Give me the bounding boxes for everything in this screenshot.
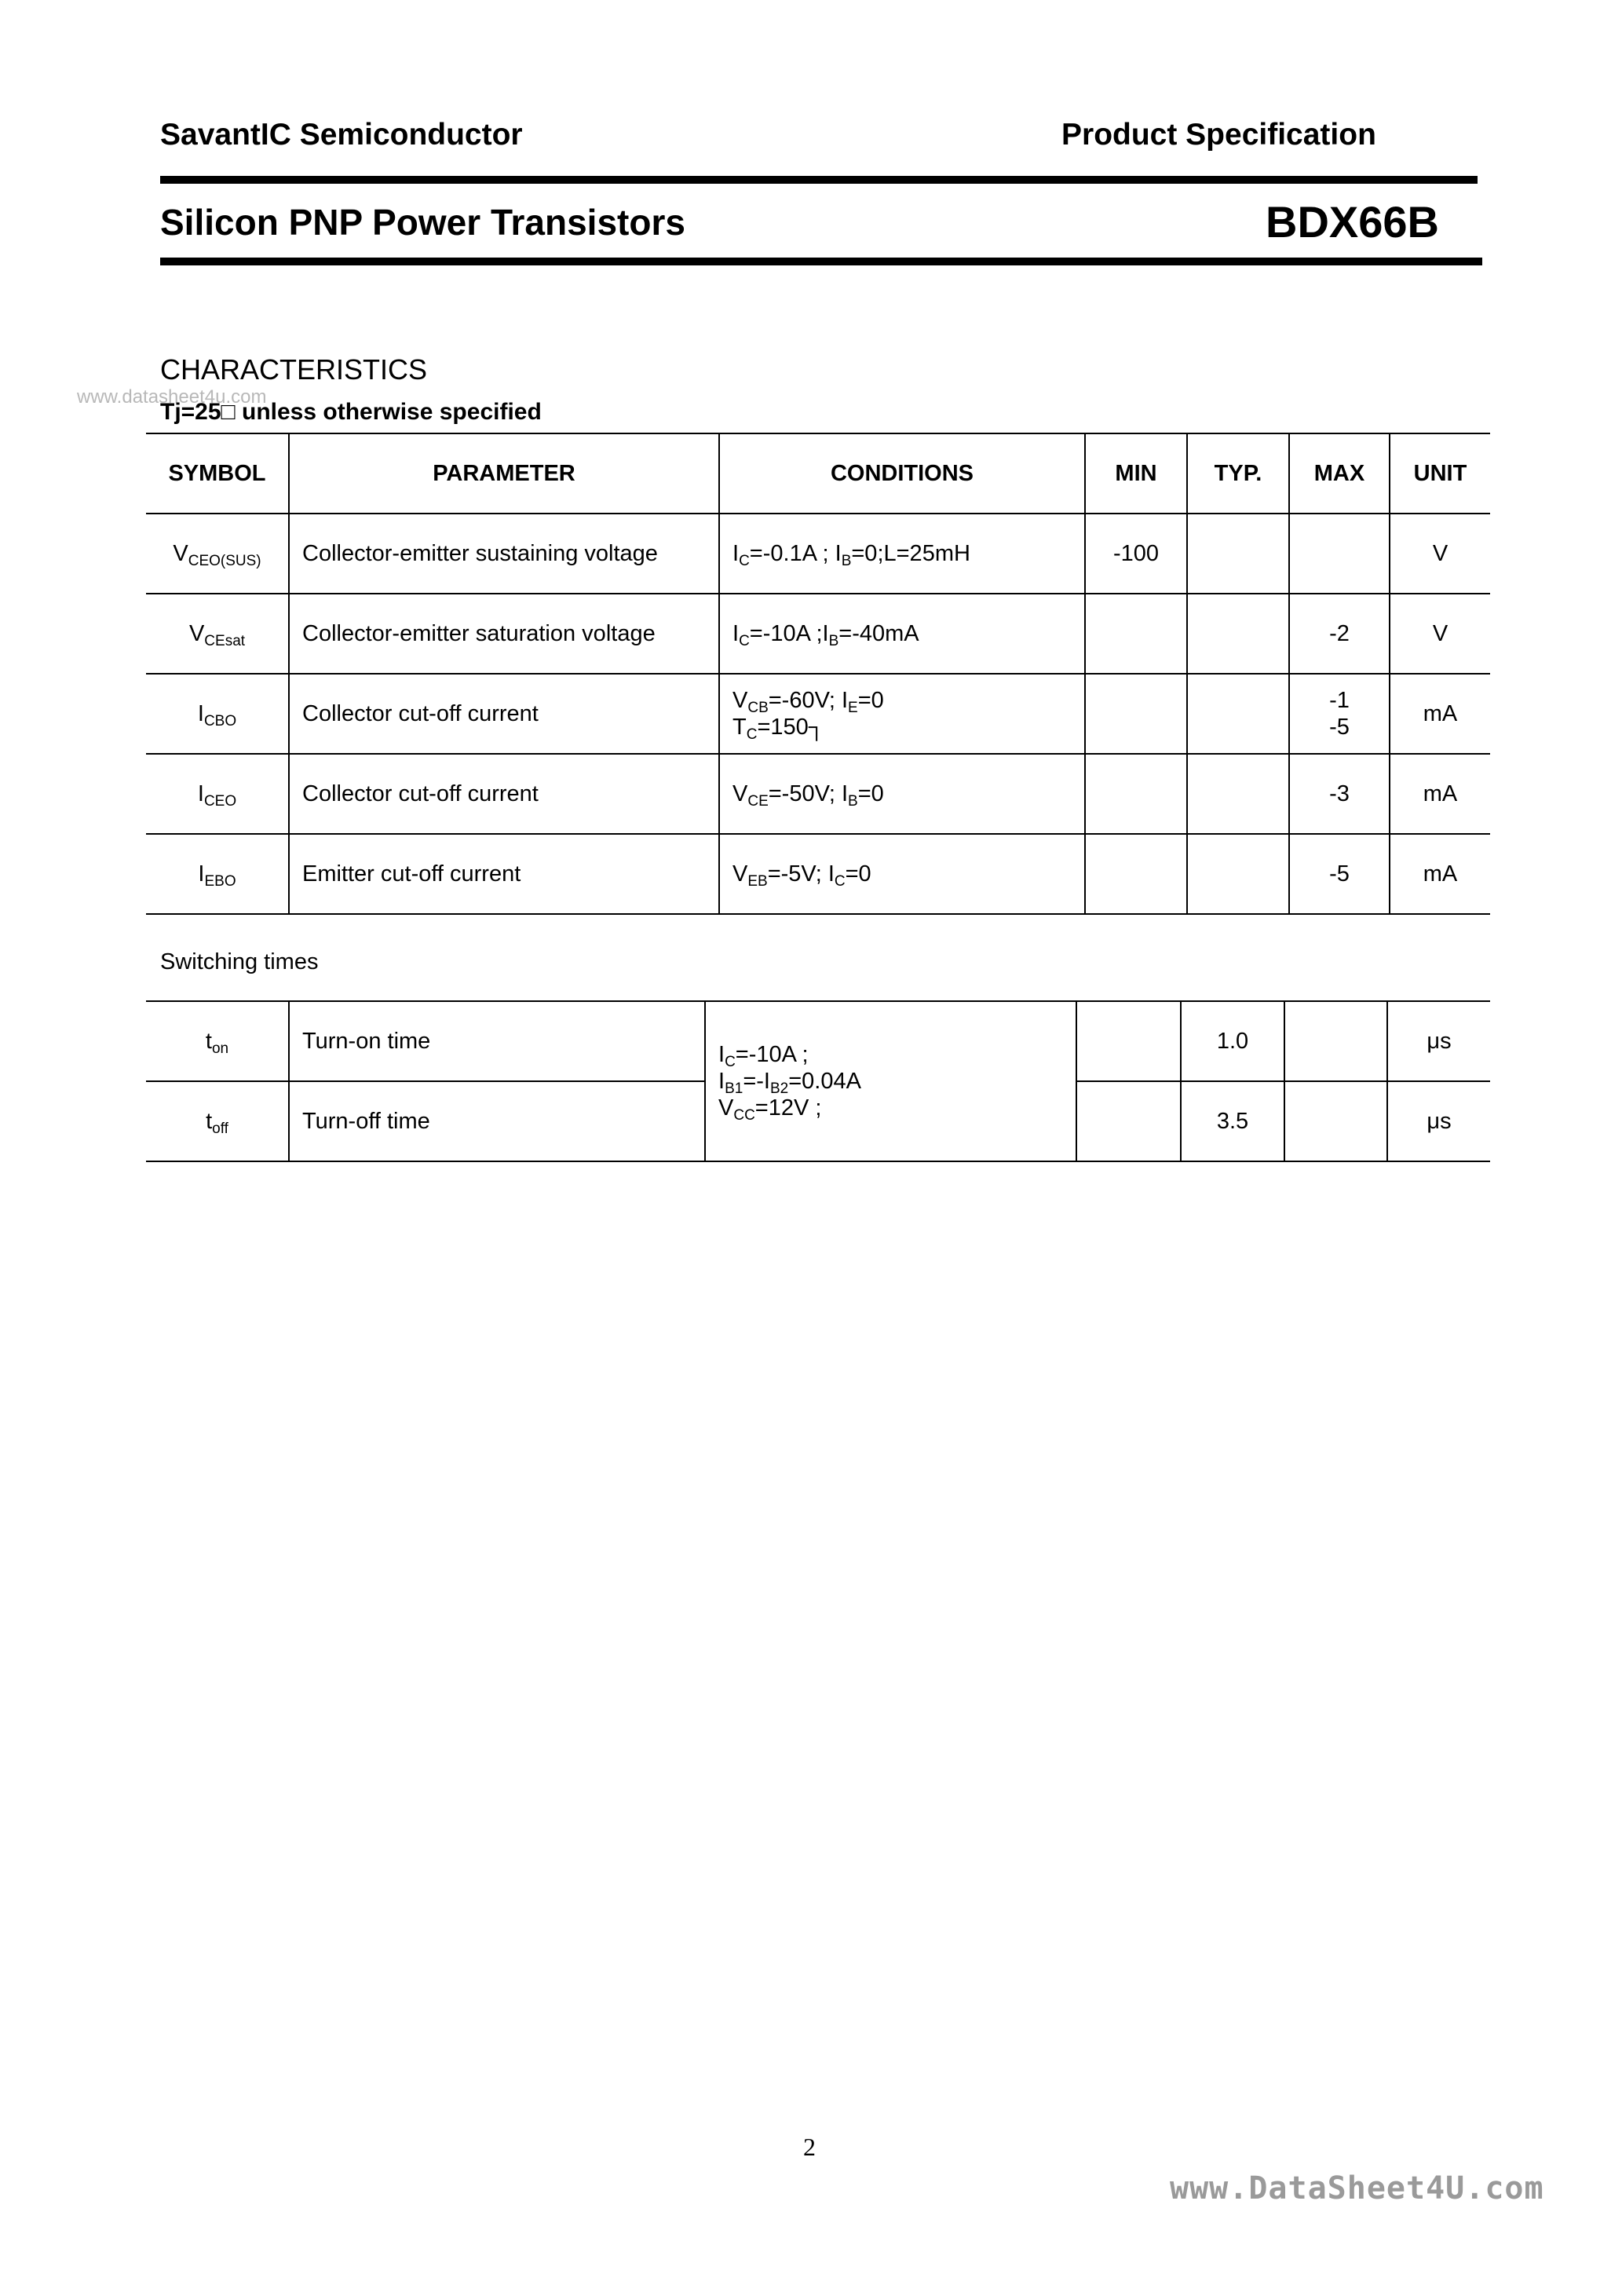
symbol-text: $t_{off}$ [206,1108,228,1137]
column-header: CONDITIONS [719,433,1085,514]
symbol-cell [146,754,289,834]
table-row [146,514,1490,594]
typ-cell: 1.0 [1181,1001,1284,1081]
parameter-cell: Collector cut-off current [289,754,719,834]
condition-subscript: C [834,873,846,890]
switching-times-table [146,1000,1490,1162]
parameter-cell: Emitter cut-off current [289,834,719,914]
typ-cell [1187,514,1289,594]
condition-subscript: B1 [725,1080,743,1097]
unit-cell: μs [1387,1001,1490,1081]
switching-times-label: Switching times [160,949,319,974]
typ-cell [1187,674,1289,754]
symbol-text: $t_{on}$ [205,1028,229,1057]
min-cell: -100 [1085,514,1187,594]
condition-subscript: C [746,726,758,743]
product-line-title: Silicon PNP Power Transistors [160,202,685,243]
unit-cell: V [1390,594,1490,674]
max-cell [1289,514,1390,594]
document-type: Product Specification [1061,118,1376,152]
max-cell [1289,754,1390,834]
characteristics-table [146,433,1490,915]
max-value: -5 [1329,715,1350,740]
parameter-cell: Collector cut-off current [289,674,719,754]
condition-subscript: E [848,700,858,716]
typ-cell: 3.5 [1181,1081,1284,1161]
max-cell [1289,594,1390,674]
condition-line: $V_{CC}=12V$ ; [718,1095,822,1124]
unit-cell: μs [1387,1081,1490,1161]
column-header: UNIT [1390,433,1490,514]
condition-line: $T_C=150┐$ [732,715,825,743]
table-row [146,674,1490,754]
symbol-subscript: off [212,1120,228,1137]
table-row [146,834,1490,914]
symbol-subscript: on [211,1040,229,1057]
header-bottom-rule [160,258,1482,265]
conditions-cell [705,1001,1076,1161]
condition-line: $V_{CE}=-50V$; $I_B=0$ [732,781,884,810]
max-value: -2 [1329,621,1350,646]
symbol-cell [146,1001,289,1081]
parameter-cell: Turn-off time [289,1081,705,1161]
symbol-cell [146,514,289,594]
condition-subscript: CC [733,1107,755,1124]
page-number: 2 [803,2133,816,2161]
max-cell [1289,834,1390,914]
symbol-subscript: CEO [203,792,237,810]
watermark-footer: www.DataSheet4U.com [1170,2170,1544,2206]
header-top-rule [160,176,1478,184]
condition-line: $V_{EB}=-5V$; $I_C=0$ [732,861,871,890]
header-row [146,433,1490,514]
watermark-top: www.datasheet4u.com [77,386,267,408]
min-cell [1085,594,1187,674]
conditions-cell [719,754,1085,834]
condition-line: $I_C=-10A$ $;I_B=-40mA$ [732,621,919,649]
symbol-subscript: CEO(SUS) [188,552,261,569]
condition-subscript: B [848,793,858,810]
max-value: -5 [1329,861,1350,887]
unit-cell: mA [1390,754,1490,834]
conditions-cell [719,514,1085,594]
typ-cell [1187,834,1289,914]
column-header: SYMBOL [146,433,289,514]
condition-line: $I_{B1}=-I_{B2}=0.04A$ [718,1069,861,1097]
symbol-text: $I_{CBO}$ [197,700,237,729]
section-title: CHARACTERISTICS [160,353,428,386]
symbol-subscript: CBO [203,712,237,729]
symbol-text: $V_{CEsat}$ [188,620,246,649]
column-header: PARAMETER [289,433,719,514]
typ-cell [1187,594,1289,674]
condition-line: $V_{CB}=-60V$; $I_E=0$ [732,688,884,716]
max-cell [1284,1081,1387,1161]
company-name: SavantIC Semiconductor [160,118,523,152]
parameter-cell: Collector-emitter saturation voltage [289,594,719,674]
max-value: -3 [1329,781,1350,806]
condition-line: $I_C=-10A$ ; [718,1042,809,1070]
condition-line: $I_C=-0.1A$ ; $I_B=0;L=25mH$ [732,541,970,569]
symbol-subscript: CEsat [204,632,246,649]
min-cell [1085,834,1187,914]
unit-cell: mA [1390,674,1490,754]
min-cell [1076,1081,1181,1161]
symbol-cell [146,594,289,674]
min-cell [1085,674,1187,754]
condition-subscript: C [725,1054,736,1070]
parameter-cell: Turn-on time [289,1001,705,1081]
condition-subscript: C [739,633,750,649]
condition-subscript: EB [747,873,768,890]
unit-cell: V [1390,514,1490,594]
column-header: MIN [1085,433,1187,514]
max-value: -1 [1329,688,1350,713]
symbol-cell [146,674,289,754]
min-cell [1085,754,1187,834]
test-condition-note: Tj=25□ unless otherwise specified [160,399,542,425]
symbol-cell [146,1081,289,1161]
max-cell [1284,1001,1387,1081]
condition-subscript: B [841,553,852,569]
symbol-text: $I_{EBO}$ [198,861,236,890]
column-header: TYP. [1187,433,1289,514]
symbol-cell [146,834,289,914]
condition-subscript: CB [747,700,769,716]
table-row [146,1001,1490,1081]
part-number: BDX66B [1266,197,1439,247]
typ-cell [1187,754,1289,834]
symbol-text: $V_{CEO(SUS)}$ [173,540,261,569]
symbol-text: $I_{CEO}$ [197,781,237,810]
table-row [146,594,1490,674]
table-row [146,754,1490,834]
parameter-cell: Collector-emitter sustaining voltage [289,514,719,594]
min-cell [1076,1001,1181,1081]
condition-subscript: C [739,553,750,569]
condition-subscript: B [828,633,839,649]
conditions-cell [719,834,1085,914]
condition-subscript: B2 [769,1080,789,1097]
unit-cell: mA [1390,834,1490,914]
conditions-cell [719,594,1085,674]
conditions-cell [719,674,1085,754]
condition-subscript: CE [747,793,769,810]
max-cell [1289,674,1390,754]
symbol-subscript: EBO [204,872,236,890]
column-header: MAX [1289,433,1390,514]
